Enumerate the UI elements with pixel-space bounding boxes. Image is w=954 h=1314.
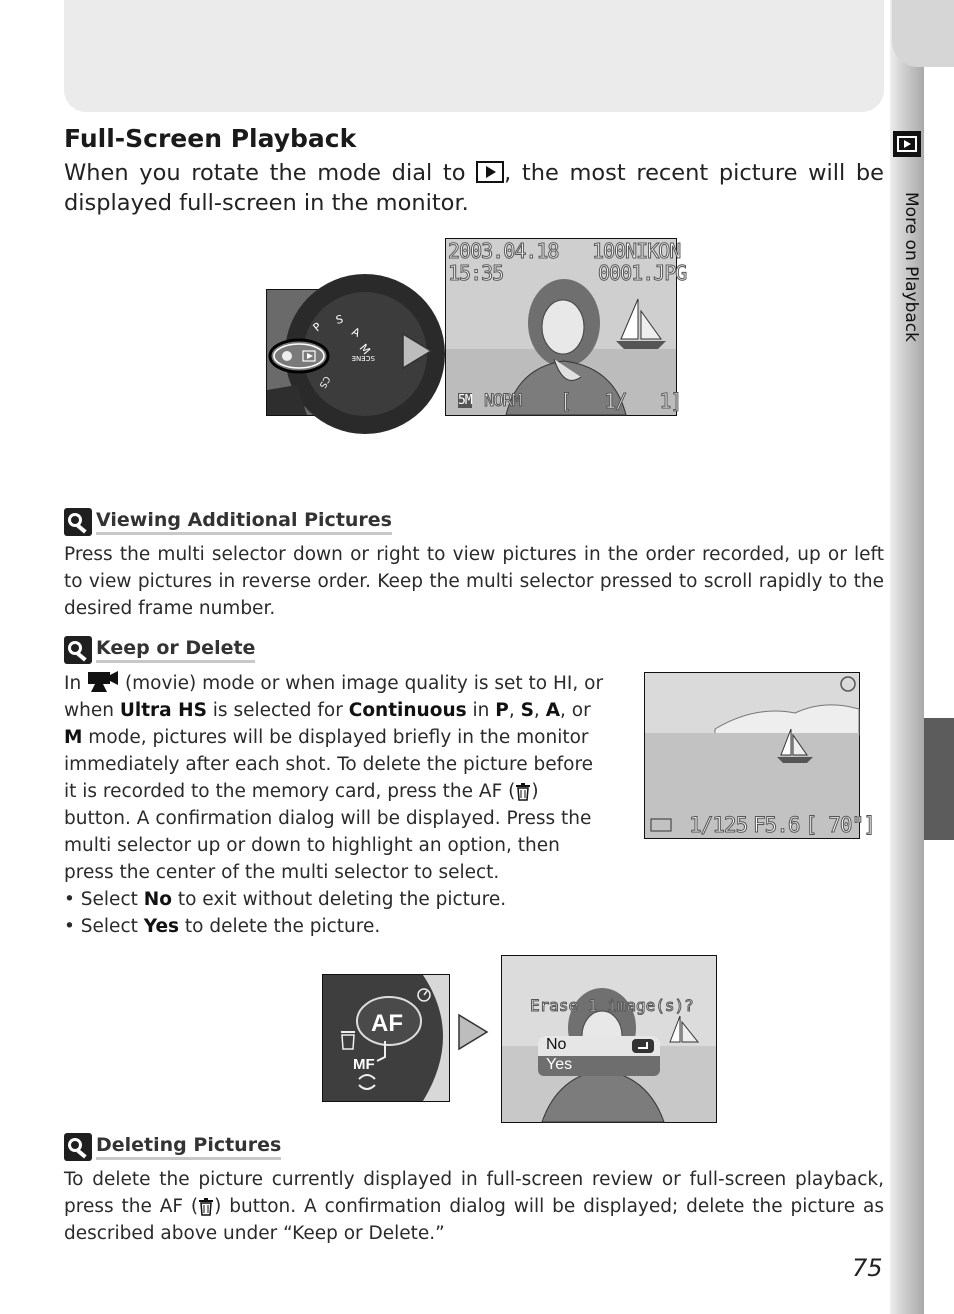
option-no[interactable] [538,1036,660,1056]
lcd-folder: 100NIKON [592,239,681,263]
option-yes-label: Yes [546,1056,573,1073]
section-keep-delete-title: Keep or Delete [96,637,255,663]
header-panel [64,0,884,112]
mode-dial-figure [266,289,394,416]
trash-icon [199,1198,213,1215]
dial-mark-cs: CS [316,374,332,390]
lcd-frame-count: [ 1/ 1] [560,389,682,413]
section-viewing-body: Press the multi selector down or right to view pictures in the order recorded, up or left to view pictures in reverse order. Keep the multi selector pressed to scroll rapidly to the desired frame number. [64,544,884,619]
erase-dialog-title: Erase 1 image(s)? [530,996,694,1015]
section-deleting-heading [64,1133,281,1161]
lcd-quality: NORM [484,391,521,411]
lcd-image-size: 5M [458,393,472,408]
lcd-erase-dialog-screen [501,955,717,1123]
lcd-aperture: F5.6 [753,813,800,837]
section-deleting-title: Deleting Pictures [96,1134,281,1160]
tip-icon [64,1133,92,1161]
lcd-date: 2003.04.18 [448,239,559,263]
movie-mode-icon [87,669,119,693]
option-yes[interactable] [538,1056,660,1076]
af-button-label: AF [371,1010,403,1037]
section-keep-delete-body: In (movie) mode or when image quality is set to HI, or when Ultra HS is selected for Continuous in P, S, A, or M mode, pictures will be displayed briefly in the monitor immediately after each shot. To delete the picture before it is recorded to the memory card, press the AF ( ) button. A confirmation dialog will be displayed. Press the multi selector up or down to highlight an option, then press the center of the multi selector to select. • Select No to exit without deleting the picture. • Select Yes to delete the picture. [64,669,604,940]
page-title: Full-Screen Playback [64,124,357,153]
erase-dialog-menu [538,1036,660,1076]
intro-text-before: When you rotate the mode dial to [64,160,477,186]
dial-mark-m: M [356,341,373,358]
lcd-remaining: [ 70"] [805,813,875,837]
trash-icon [516,783,530,800]
dial-mark-scene: SCENE [351,354,375,362]
top-thumb-tab [892,0,954,67]
section-deleting-body: To delete the picture currently displayed in full-screen review or full-screen playback, press the AF ( ) button. A confirmation dialog will be displayed; delete the picture as described above under “Keep or Delete.” [64,1169,884,1244]
dial-mark-s: S [334,312,345,327]
lcd-playback-screen [445,238,687,416]
dial-mark-a: A [349,324,363,340]
page-number: 75 [852,1254,883,1282]
section-keep-delete-heading [64,636,255,664]
tip-icon [64,636,92,664]
af-button-figure [322,974,450,1102]
lcd-shutter-speed: 1/125 [689,813,748,837]
mf-label: MF [353,1056,375,1073]
lcd-filename: 0001.JPG [598,261,687,285]
lcd-review-screen [644,672,875,839]
tip-icon [64,508,92,536]
intro-text-after: , the most recent picture will be displayed full-screen in the monitor. [64,160,884,216]
section-viewing-title: Viewing Additional Pictures [96,509,392,535]
sidebar-label: More on Playback [901,192,921,342]
enter-icon [632,1039,654,1053]
intro-paragraph [64,158,884,218]
lcd-time: 15:35 [448,261,504,285]
dial-mark-p: P [310,320,325,335]
arrow-right-icon [458,1014,488,1050]
playback-mode-icon [893,131,921,157]
play-icon [476,161,504,183]
option-no-label: No [546,1036,567,1053]
arrow-right-icon [402,333,432,369]
chapter-tab [924,718,954,840]
section-viewing-heading [64,508,392,536]
